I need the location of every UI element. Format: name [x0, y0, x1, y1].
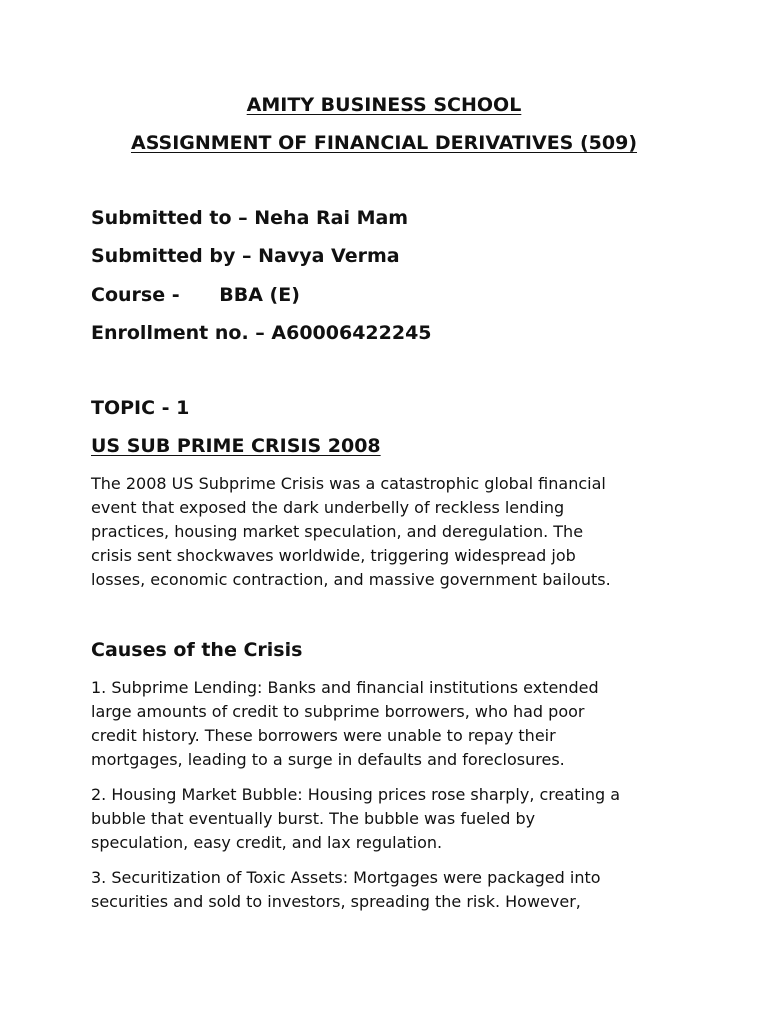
paragraph-line: event that exposed the dark underbelly of reckless lending: [91, 498, 565, 517]
paragraph-line: crisis sent shockwaves worldwide, triggering widespread job: [91, 546, 576, 565]
paragraph-line: practices, housing market speculation, and deregulation. The: [91, 522, 584, 541]
cause-item-housing-bubble: [91, 783, 691, 855]
cause-item-subprime-lending: [91, 676, 691, 772]
paragraph-line: losses, economic contraction, and massive government bailouts.: [91, 570, 611, 589]
paragraph-line: speculation, easy credit, and lax regulation.: [91, 833, 443, 852]
topic-label: TOPIC - 1: [91, 397, 190, 419]
cause-item-securitization: [91, 866, 691, 914]
paragraph-line: bubble that eventually burst. The bubble was fueled by: [91, 809, 536, 828]
paragraph-line: credit history. These borrowers were unable to repay their: [91, 726, 556, 745]
paragraph-line: securities and sold to investors, spreading the risk. However,: [91, 892, 581, 911]
topic-title: US SUB PRIME CRISIS 2008: [91, 435, 381, 457]
paragraph-line: large amounts of credit to subprime borrowers, who had poor: [91, 702, 585, 721]
paragraph-line: 3. Securitization of Toxic Assets: Mortgages were packaged into: [91, 868, 601, 887]
paragraph-line: mortgages, leading to a surge in defaults and foreclosures.: [91, 750, 565, 769]
submitted-by: Submitted by – Navya Verma: [91, 245, 400, 267]
submitted-to: Submitted to – Neha Rai Mam: [91, 207, 409, 229]
school-title: AMITY BUSINESS SCHOOL: [246, 94, 522, 116]
enrollment-number: Enrollment no. – A60006422245: [91, 322, 432, 344]
intro-paragraph: [91, 472, 691, 592]
paragraph-line: 1. Subprime Lending: Banks and financial institutions extended: [91, 678, 599, 697]
course: Course - BBA (E): [91, 284, 300, 306]
causes-heading: Causes of the Crisis: [91, 639, 303, 661]
paragraph-line: The 2008 US Subprime Crisis was a catastrophic global financial: [91, 474, 606, 493]
paragraph-line: 2. Housing Market Bubble: Housing prices rose sharply, creating a: [91, 785, 621, 804]
assignment-title: ASSIGNMENT OF FINANCIAL DERIVATIVES (509): [130, 132, 638, 154]
